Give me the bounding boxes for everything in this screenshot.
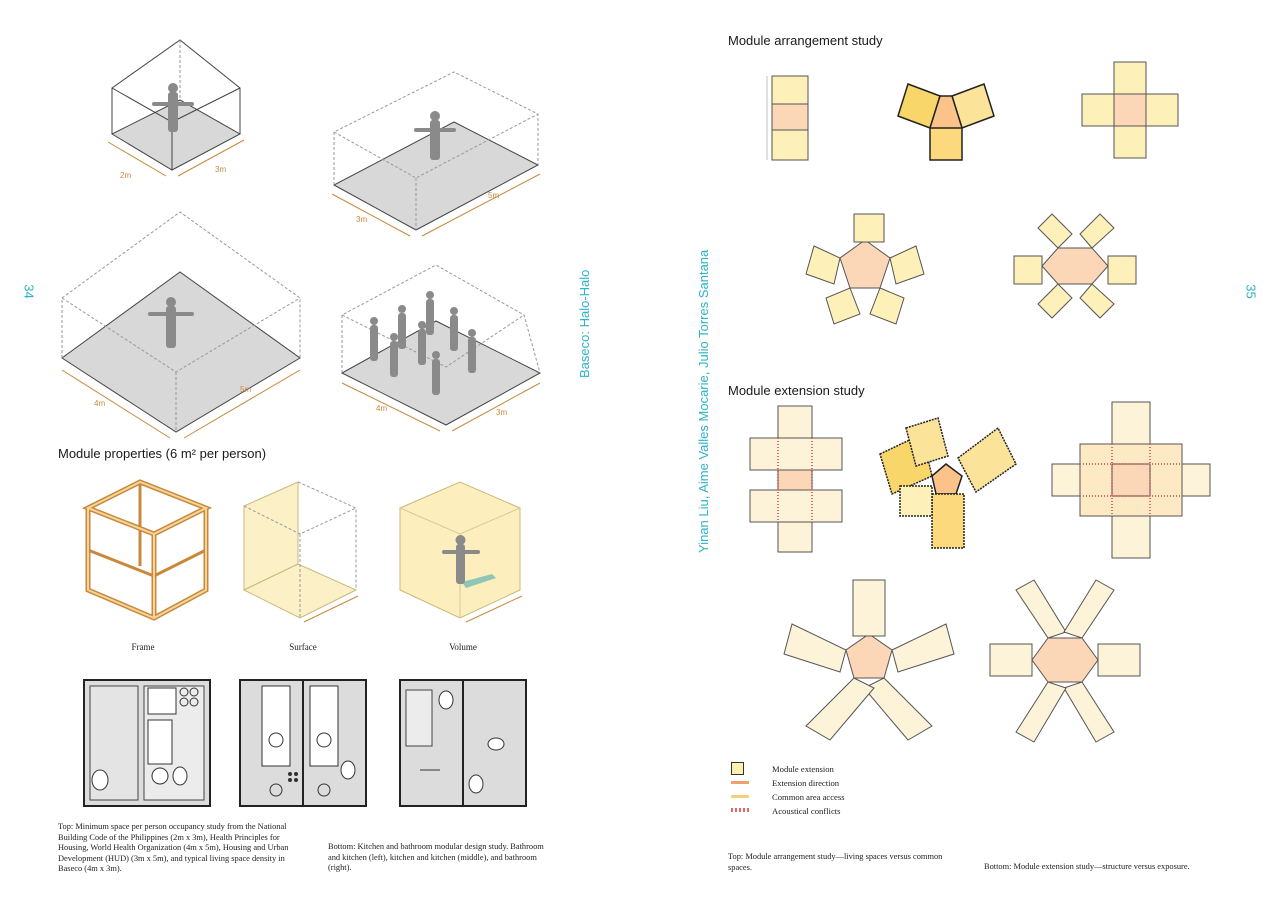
arrangement-triad xyxy=(890,70,1000,170)
extension-pentagon xyxy=(782,576,956,744)
dim-label: 2m xyxy=(120,171,132,180)
occupancy-diagram-2 xyxy=(330,70,540,240)
frame-cube xyxy=(78,478,218,628)
arrangement-pentagon xyxy=(800,200,930,330)
volume-cube xyxy=(396,478,526,628)
arrangement-hexagon xyxy=(1008,200,1144,332)
dotted-red-icon xyxy=(731,808,751,812)
caption-bottom-left: Bottom: Kitchen and bathroom modular design study. Bathroom and kitchen (left), kitchen and kitchen (middle), and bathroom (right). xyxy=(328,842,544,873)
legend-label: Common area access xyxy=(772,792,845,802)
page-number-right: 35 xyxy=(1243,284,1259,299)
module-properties-title: Module properties (6 m² per person) xyxy=(58,446,267,461)
legend-label: Module extension xyxy=(772,764,834,774)
occupancy-diagram-3 xyxy=(60,210,300,440)
occupancy-diagram-1 xyxy=(100,30,260,190)
page-number-left: 34 xyxy=(21,284,37,299)
dim-label: 3m xyxy=(496,408,508,417)
legend-swatch-icon xyxy=(731,762,744,775)
dim-label: 3m xyxy=(356,215,368,224)
legend-label: Extension direction xyxy=(772,778,840,788)
floorplan-bathroom-kitchen xyxy=(84,680,210,806)
frame-label: Frame xyxy=(131,642,155,652)
surface-cube xyxy=(238,478,368,628)
extension-title: Module extension study xyxy=(728,383,865,398)
floorplan-kitchen-kitchen xyxy=(240,680,366,806)
dim-label: 4m xyxy=(94,399,106,408)
dim-label: 5m xyxy=(488,191,500,200)
arrangement-title: Module arrangement study xyxy=(728,33,883,48)
dim-label: 4m xyxy=(376,404,388,413)
spine-title: Baseco: Halo-Halo xyxy=(577,269,592,378)
arrangement-cross xyxy=(1066,52,1196,164)
occupancy-diagram-4 xyxy=(340,255,540,435)
caption-top-right: Top: Module arrangement study—living spaces versus common spaces. xyxy=(728,852,943,872)
floorplan-bathroom xyxy=(400,680,526,806)
surface-label: Surface xyxy=(289,642,317,652)
extension-linear xyxy=(748,404,844,554)
legend-label: Acoustical conflicts xyxy=(772,806,841,816)
dim-label: 5m xyxy=(240,385,252,394)
caption-top-left: Top: Minimum space per person occupancy study from the National Building Code of the Philippines (2m x 3m), Health Principles for Housing, World Health Organization (4m x 5m), Housing and Urban Development (HUD) (3m x 5m), and typical living space density in Baseco (4m x 3m). xyxy=(58,822,289,874)
dim-label: 3m xyxy=(215,165,227,174)
extension-triad xyxy=(876,414,1020,552)
extension-cross xyxy=(1050,400,1212,560)
authors: Yinan Liu, Aime Valles Mocarie, Julio Torres Santana xyxy=(696,249,711,553)
arrow-yellow-icon xyxy=(731,795,749,798)
caption-bottom-right: Bottom: Module extension study—structure versus exposure. xyxy=(984,862,1190,871)
arrangement-stack xyxy=(766,72,816,164)
extension-hexagon xyxy=(986,576,1144,746)
volume-label: Volume xyxy=(449,642,477,652)
arrow-orange-icon xyxy=(731,781,749,784)
